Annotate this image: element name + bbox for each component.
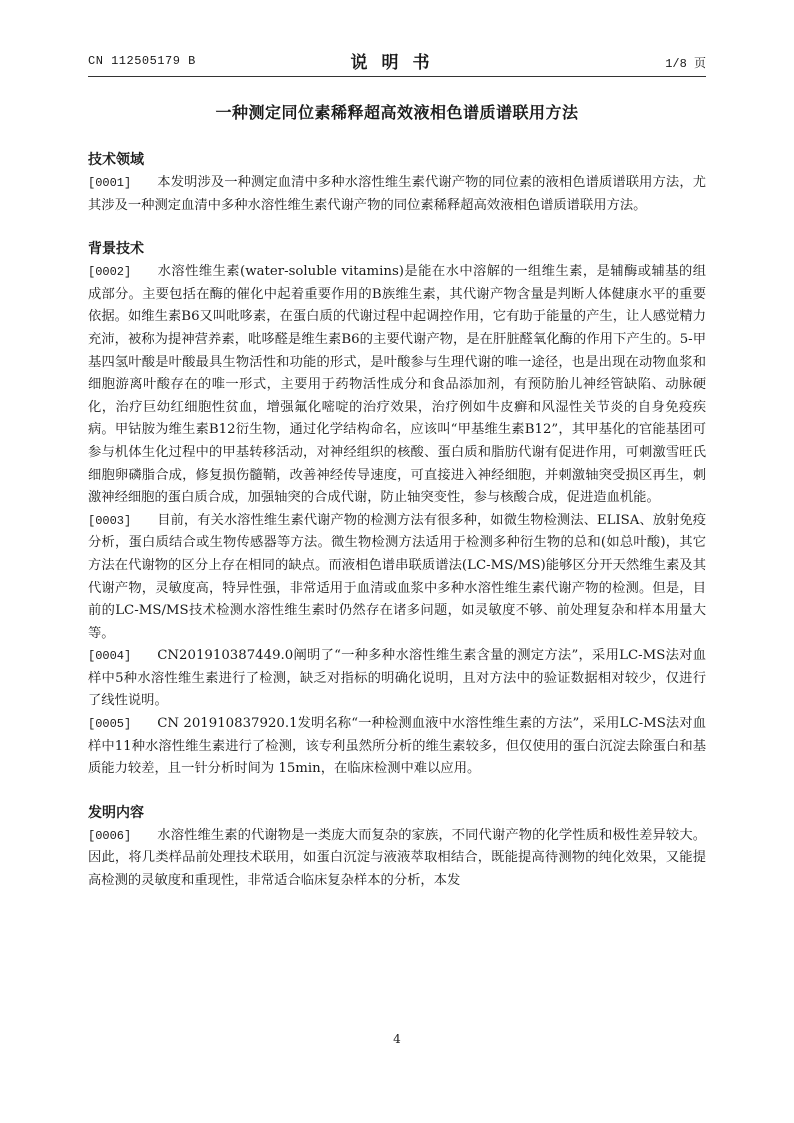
paragraph [88, 713, 706, 781]
header-rule [88, 76, 706, 77]
paragraph-number: [0002] [88, 265, 132, 280]
section-heading: 发明内容 [88, 804, 144, 821]
paragraph-number: [0001] [88, 176, 132, 190]
section-summary [88, 803, 706, 893]
paragraph-text: 水溶性维生素的代谢物是一类庞大而复杂的家族，不同代谢产物的化学性质和极性差异较大。因此，将几类样品前处理技术联用，如蛋白沉淀与液液萃取相结合，既能提高待测物的纯化效果，又能提高检测的灵敏度和重现性，非常适合临床复杂样本的分析，本发 [88, 827, 706, 889]
section-heading: 背景技术 [88, 241, 144, 258]
paragraph [88, 510, 706, 646]
paragraph-number: [0003] [88, 513, 132, 528]
paragraph [88, 825, 706, 893]
section-heading: 技术领域 [88, 152, 144, 168]
page-label: 1/8 页 [665, 57, 706, 71]
document-body [88, 150, 706, 893]
paragraph-text: CN 201910837920.1发明名称“一种检测血液中水溶性维生素的方法”，采用LC-MS法对血样中11种水溶性维生素进行了检测，该专利虽然所分析的维生素较多，但仅使用的蛋白沉淀去除蛋白和基质能力较差，且一针分析时间为 15min，在临床检测中难以应用。 [88, 716, 706, 777]
paragraph-number: [0006] [88, 828, 132, 843]
patent-number: CN 112505179 B [88, 54, 196, 68]
section-background [88, 239, 706, 781]
document-type: 说明书 [350, 53, 444, 73]
paragraph-number: [0004] [88, 649, 132, 664]
document-title: 一种测定同位素稀释超高效液相色谱质谱联用方法 [215, 103, 579, 122]
section-technical-field [88, 150, 706, 217]
paragraph [88, 645, 706, 713]
paragraph [88, 172, 706, 217]
page-header [88, 48, 706, 74]
paragraph-text: 目前，有关水溶性维生素代谢产物的检测方法有很多种，如微生物检测法、ELISA、放射免疫分析，蛋白质结合或生物传感器等方法。微生物检测方法适用于检测多种衍生物的总和(如总叶酸)，其它方法在代谢物的区分上存在相同的缺点。而液相色谱串联质谱法(LC-MS/MS)能够区分开天然维生素及其代谢产物，灵敏度高，特异性强，非常适用于血清或血浆中多种水溶性维生素代谢产物的检测。但是，目前的LC-MS/MS技术检测水溶性维生素时仍然存在诸多问题，如灵敏度不够、前处理复杂和样本用量大等。 [88, 512, 706, 641]
paragraph-number: [0005] [88, 717, 132, 732]
paragraph-text: 本发明涉及一种测定血清中多种水溶性维生素代谢产物的同位素的液相色谱质谱联用方法，尤其涉及一种测定血清中多种水溶性维生素代谢产物的同位素稀释超高效液相色谱质谱联用方法。 [88, 175, 706, 213]
paragraph [88, 261, 706, 510]
paragraph-text: 水溶性维生素(water-soluble vitamins)是能在水中溶解的一组维生素，是辅酶或辅基的组成部分。主要包括在酶的催化中起着重要作用的B族维生素，其代谢产物含量是判断人体健康水平的重要依据。如维生素B6又叫吡哆素，在蛋白质的代谢过程中起调控作用，它有助于能量的产生，让人感觉精力充沛，被称为提神营养素，吡哆醛是维生素B6的主要代谢产物，是在肝脏醛氧化酶的作用下产生的。5-甲基四氢叶酸是叶酸最具生物活性和功能的形式，是叶酸参与生理代谢的唯一途径，也是出现在动物血浆和细胞游离叶酸存在的唯一形式，主要用于药物活性成分和食品添加剂，有预防胎儿神经管缺陷、动脉硬化，治疗巨幼红细胞性贫血，增强氟化嘧啶的治疗效果，治疗例如牛皮癣和风湿性关节炎的自身免疫疾病。甲钴胺为维生素B12衍生物，通过化学结构命名，应该叫“甲基维生素B12”，其甲基化的官能基团可参与机体生化过程中的甲基转移活动，对神经组织的核酸、蛋白质和脂肪代谢有促进作用，可刺激雪旺氏细胞卵磷脂合成，修复损伤髓鞘，改善神经传导速度，可直接进入神经细胞，并刺激轴突受损区再生，刺激神经细胞的蛋白质合成，加强轴突的合成代谢，防止轴突变性，参与核酸合成，促进造血机能。 [88, 264, 706, 506]
paragraph-text: CN201910387449.0阐明了“一种多种水溶性维生素含量的测定方法”，采用LC-MS法对血样中5种水溶性维生素进行了检测，缺乏对指标的明确化说明，且对方法中的验证数据相对较少，仅进行了线性说明。 [88, 648, 706, 709]
page-number: 4 [393, 1032, 401, 1046]
